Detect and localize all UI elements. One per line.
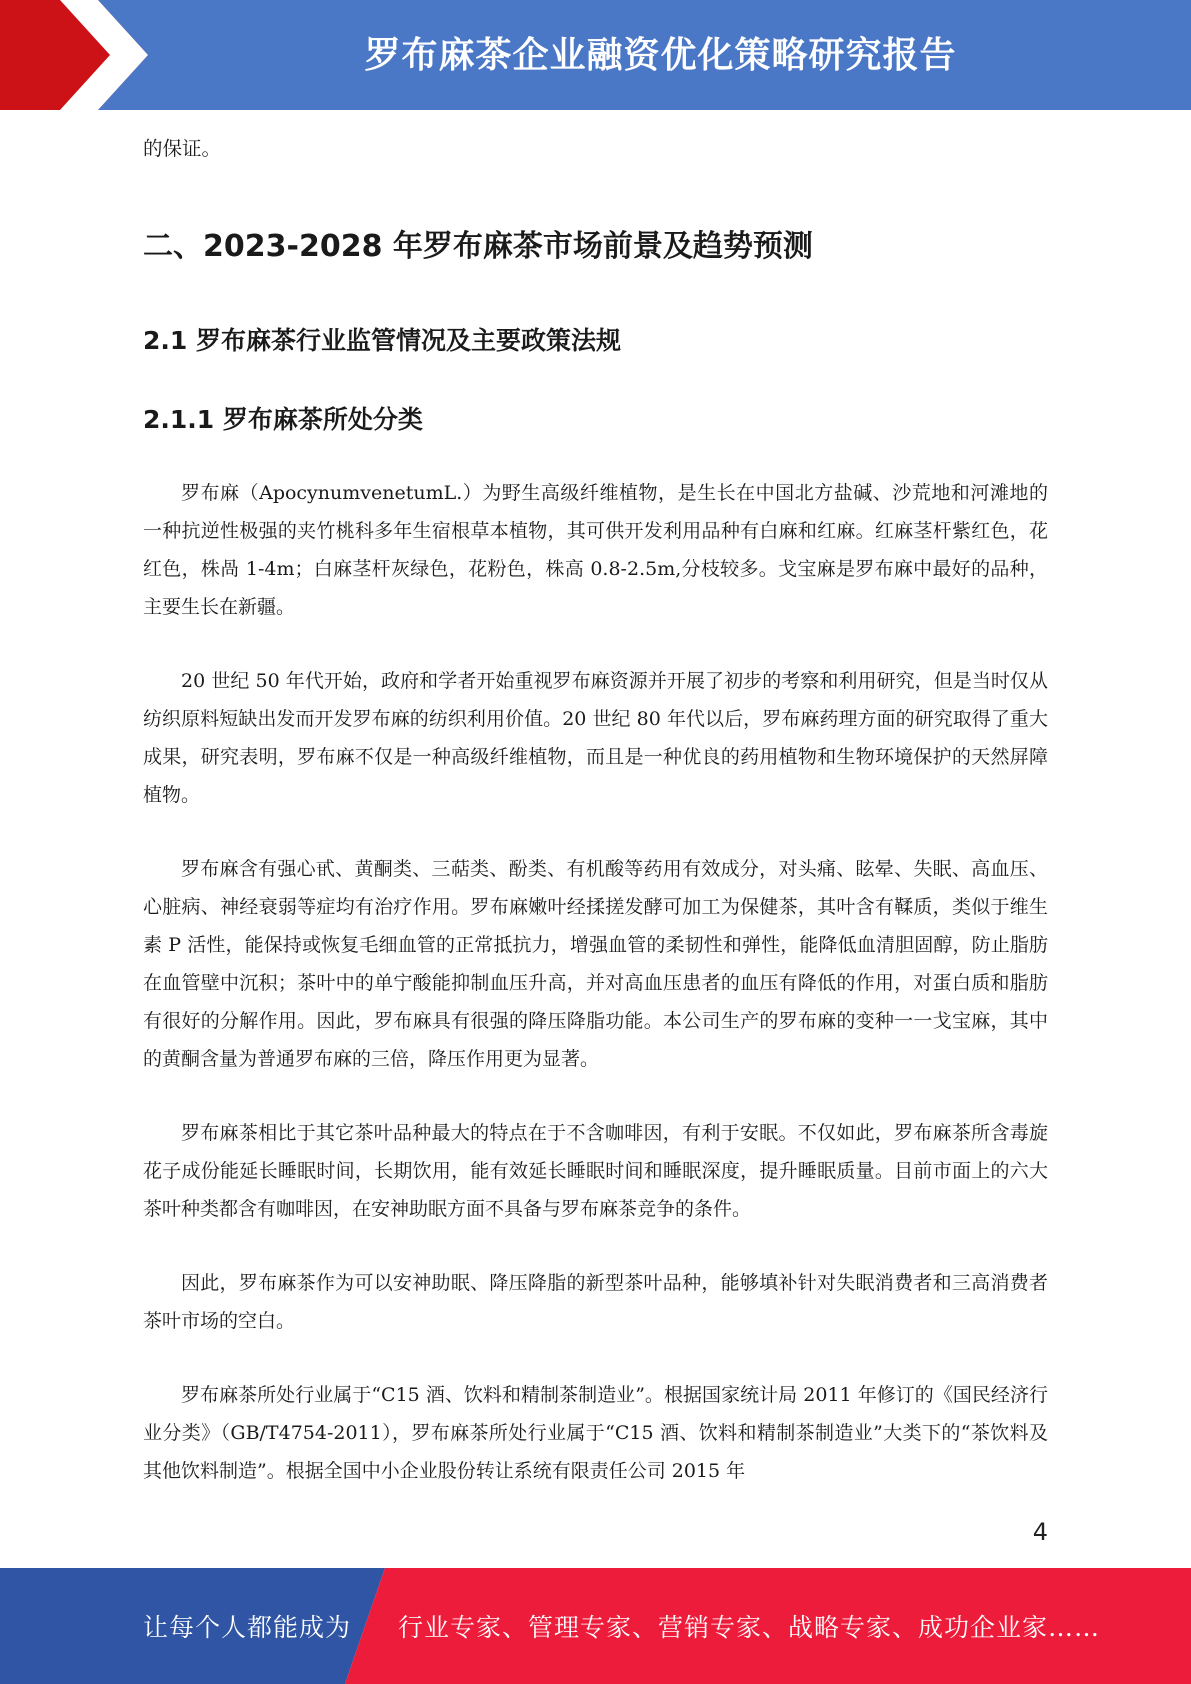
page-header bbox=[0, 0, 1191, 110]
footer-slogan-right: 行业专家、管理专家、营销专家、战略专家、成功企业家…… bbox=[398, 1613, 1101, 1642]
footer-slogan-left: 让每个人都能成为 bbox=[143, 1613, 352, 1642]
continued-text-fragment: 的保证。 bbox=[143, 137, 222, 160]
paragraph-1: 罗布麻（ApocynumvenetumL.）为野生高级纤维植物，是生长在中国北方盐碱、沙荒地和河滩地的一种抗逆性极强的夹竹桃科多年生宿根草本植物，其可供开发利用品种有白麻和红麻。红麻茎杆紫红色，花红色，株咼 1-4m；白麻茎杆灰绿色，花粉色，株高 0.8-2.5m,分枝较多。戈宝麻是罗布麻中最好的品种，主要生长在新疆。 bbox=[143, 482, 1048, 618]
paragraph-6: 罗布麻茶所处行业属于“C15 酒、饮料和精制茶制造业”。根据国家统计局 2011 年修订的《国民经济行业分类》（GB/T4754-2011），罗布麻茶所处行业属于“C15 酒、饮料和精制茶制造业”大类下的“茶饮料及其他饮料制造”。根据全国中小企业股份转让系统有限责任公司 2015 年 bbox=[143, 1384, 1048, 1482]
sub-subsection-heading: 2.1.1 罗布麻茶所处分类 bbox=[143, 405, 423, 434]
report-title: 罗布麻茶企业融资优化策略研究报告 bbox=[364, 34, 957, 76]
page-footer bbox=[0, 1568, 1191, 1684]
subsection-heading: 2.1 罗布麻茶行业监管情况及主要政策法规 bbox=[143, 326, 621, 355]
paragraph-4: 罗布麻茶相比于其它茶叶品种最大的特点在于不含咖啡因，有利于安眠。不仅如此，罗布麻茶所含毒旋花子成份能延长睡眠时间，长期饮用，能有效延长睡眠时间和睡眠深度，提升睡眠质量。目前市面上的六大茶叶种类都含有咖啡因，在安神助眠方面不具备与罗布麻茶竞争的条件。 bbox=[143, 1122, 1048, 1220]
document-body bbox=[143, 130, 1048, 1490]
paragraph-5: 因此，罗布麻茶作为可以安神助眠、降压降脂的新型茶叶品种，能够填补针对失眠消费者和三高消费者茶叶市场的空白。 bbox=[143, 1272, 1048, 1332]
paragraph-2: 20 世纪 50 年代开始，政府和学者开始重视罗布麻资源并开展了初步的考察和利用研究，但是当时仅从纺织原料短缺出发而开发罗布麻的纺织利用价值。20 世纪 80 年代以后，罗布麻药理方面的研究取得了重大成果，研究表明，罗布麻不仅是一种高级纤维植物，而且是一种优良的药用植物和生物环境保护的天然屏障植物。 bbox=[143, 670, 1048, 806]
paragraph-3: 罗布麻含有强心甙、黄酮类、三萜类、酚类、有机酸等药用有效成分，对头痛、眩晕、失眠、高血压、心脏病、神经衰弱等症均有治疗作用。罗布麻嫩叶经揉搓发酵可加工为保健茶，其叶含有鞣质，类似于维生素 P 活性，能保持或恢复毛细血管的正常抵抗力，增强血管的柔韧性和弹性，能降低血清胆固醇，防止脂肪在血管壁中沉积；茶叶中的单宁酸能抑制血压升高，并对高血压患者的血压有降低的作用，对蛋白质和脂肪有很好的分解作用。因此，罗布麻具有很强的降压降脂功能。本公司生产的罗布麻的变种一一戈宝麻，其中的黄酮含量为普通罗布麻的三倍，降压作用更为显著。 bbox=[143, 858, 1048, 1070]
page-number: 4 bbox=[1032, 1518, 1048, 1546]
section-heading: 二、2023-2028 年罗布麻茶市场前景及趋势预测 bbox=[143, 229, 813, 264]
